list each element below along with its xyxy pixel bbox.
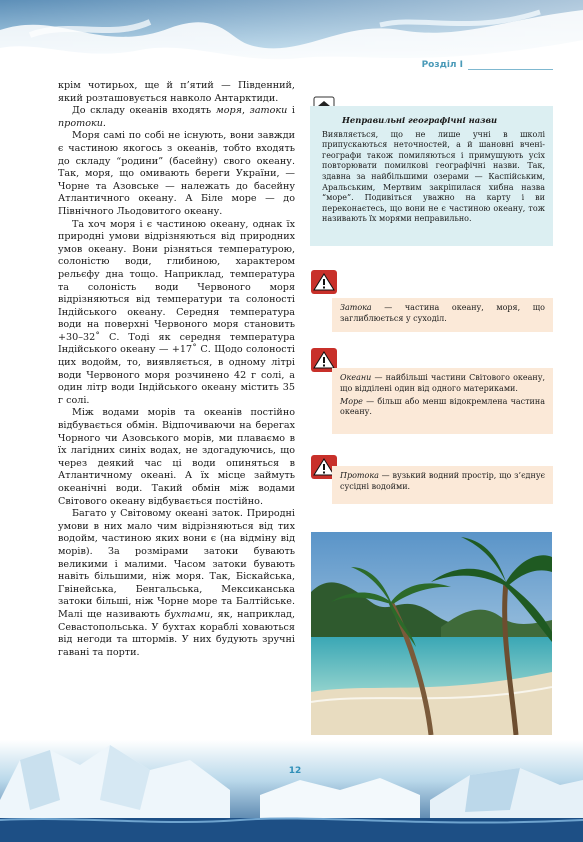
emphasized-term: бухтами — [164, 608, 211, 620]
main-paragraph — [58, 407, 295, 508]
text-run: крім чотирьох, ще й п’ятий — Південний, який розташовується навколо Антарктиди. — [58, 80, 295, 104]
text-run: Багато у Світовому океані заток. Природні умови в них мало чим відрізняються від тих водойм, частиною яких вони є (на відміну від морів). За розмірами затоки бувають великими і малими. Часом затоки бувають навіть більшими, ніж моря. Так, Біскайська, Гвінейська, Бенгальська, Мексиканська затоки більші, ніж Чорне море та Балтійське. Малі ще називають — [58, 508, 295, 620]
definition-term: Море — [340, 396, 363, 406]
footer-banner — [0, 740, 583, 842]
main-paragraph — [58, 130, 295, 218]
definition-text: — більш або менш відокремлена частина океану. — [340, 396, 545, 417]
text-run: Між водами морів та океанів постійно відбувається обмін. Відпочиваючи на берегах Чорного чи Азовського морів, ми плаваємо в їх лагідних синіх водах, не здогадуючись, що через деякий час ці води опиняться в Атлантичному океані. А їх місце займуть океанічні води. Такий обмін між водами Світового океану відбувається постійно. — [58, 407, 295, 507]
definition-entry — [340, 303, 545, 325]
text-run: До складу океанів входять — [72, 105, 216, 117]
main-text-column — [58, 80, 295, 659]
text-run: , як, наприклад, Севастопольська. У бухтах кораблі ховаються від негоди та штормів. У них будують зручні гавані та порти. — [58, 608, 295, 658]
warning-icon — [311, 270, 337, 294]
main-paragraph — [58, 80, 295, 105]
fact-box-title: Неправильні географічні назви — [342, 115, 498, 125]
definition-term: Протока — [340, 471, 379, 480]
main-paragraph — [58, 219, 295, 408]
definition-entry — [340, 471, 545, 493]
definition-text: — вузький водний простір, що з’єднує сусідні водойми. — [340, 471, 545, 491]
definition-entry — [340, 373, 545, 395]
definition-text: — найбільші частини Світового океану, що відділені один від одного материками. — [340, 373, 545, 393]
page-number: 12 — [288, 766, 302, 776]
main-paragraph — [58, 105, 295, 130]
fact-box — [310, 106, 553, 246]
text-run: Моря самі по собі не існують, вони завжди є частиною якогось з океанів, тобто входять до складу “родини” (басейну) свого океану. Так, моря, що омивають береги України, — Чорне та Азовське — належать до басейну Атлантичного океану. А Біле море — до Північного Льодовитого океану. — [58, 130, 295, 217]
text-run: , — [241, 105, 250, 117]
emphasized-term: протоки — [58, 117, 103, 129]
text-run: і — [287, 105, 295, 117]
text-run: . — [102, 117, 106, 129]
definition-box — [332, 466, 553, 504]
wave-illustration — [0, 0, 583, 80]
section-label: Розділ І — [421, 60, 463, 70]
definition-box — [332, 368, 553, 434]
main-paragraph — [58, 508, 295, 659]
seascape-photo — [311, 532, 552, 735]
definition-entry — [340, 397, 545, 419]
header-banner — [0, 0, 583, 80]
definition-text: — частина океану, моря, що заглиблюється у суходіл. — [340, 303, 545, 323]
iceberg-illustration — [0, 740, 583, 842]
definition-term: Затока — [340, 303, 372, 312]
fact-box-text: Виявляється, що не лише учні в школі припускаються неточностей, а й шановні вчені-географи також помиляються і примушують усіх повторювати помилкові географічні назви. Так, здавна за найбільшими озерами — Каспійським, Аральським, Мертвим закріпилася хибна назва “море”. Подивіться уважно на карту і ви переконаєтесь, що вони не є частиною океану, тож називають їх морями неправильно. — [322, 129, 545, 224]
text-run: Та хоч моря і є частиною океану, однак їх природні умови відрізняються від природних умов океану. Вони різняться температурою, солоністю води, глибиною, характером рельєфу дна тощо. Наприклад, температура та солоність води Червоного моря відрізняються від температури та солоності Індійського океану. Середня температура води на поверхні Червоного моря становить +30–32˚ С. Тоді як середня температура Індійського океану — +17˚ С. Щодо солоності цих водойм, то, виявляється, в одному літрі води Червоного моря розчинено 42 г солі, а один літр води Індійського океану містить 35 г солі. — [58, 218, 295, 406]
definition-term: Океани — [340, 373, 372, 382]
definition-box — [332, 298, 553, 332]
emphasized-term: затоки — [249, 105, 288, 117]
section-divider — [468, 69, 553, 70]
emphasized-term: моря — [215, 105, 242, 117]
